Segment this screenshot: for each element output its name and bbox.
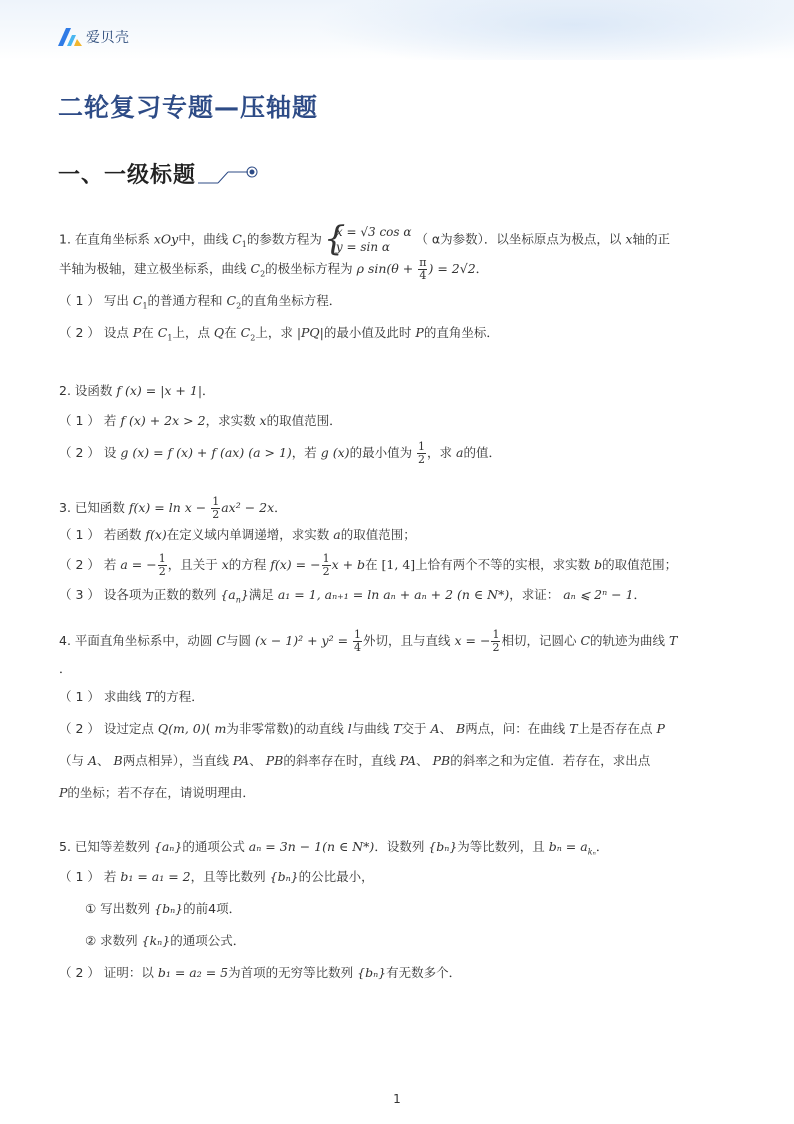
header-wave-decoration bbox=[314, 0, 794, 60]
q5-part-1-item-2: ② 求数列 {kₙ}的通项公式． bbox=[85, 933, 246, 948]
question-3 bbox=[59, 495, 719, 605]
q2-part-2: （ 2 ） 设 g (x) = f (x) + f (ax) (a > 1)，若 g (x)的最小值为 $\frac{1}{2}$ ，求 a的值． bbox=[59, 440, 501, 466]
question-2 bbox=[59, 381, 719, 467]
section-heading-decoration-icon bbox=[198, 162, 262, 184]
q3-part-2: （ 2 ） 若 a = − $\frac{1}{2}$ ，且关于 x的方程 f(x) = − $\frac{1}{2}$ x + b在 [1, 4]上恰有两个不等的实根，求实数 b的取值范围； bbox=[59, 552, 678, 578]
q3-part-3: （ 3 ） 设各项为正数的数列 $\{a_n\}$满足 a₁ = 1, aₙ₊₁ = ln aₙ + aₙ + 2 (n ∈ N*)，求证： aₙ ⩽ 2ⁿ − 1． bbox=[59, 587, 647, 605]
q4-part-2: （ 2 ） 设过定点 Q(m, 0)( m为非零常数)的动直线 l与曲线 T交于 A、 B两点，问：在曲线 T上是否存在点 P bbox=[59, 721, 665, 736]
q1-part-1: （ 1 ） 写出 $C_1$的普通方程和 $C_2$的直角坐标方程． bbox=[59, 293, 342, 311]
q1-line-1: 1. 在直角坐标系 xOy中，曲线 $C_1$的参数方程为 { x = √3 cos α y = sin α （ α为参数）．以坐标原点为极点，以 x轴的正 bbox=[59, 225, 719, 247]
q3-part-1: （ 1 ） 若函数 f(x)在定义域内单调递增，求实数 a的取值范围； bbox=[59, 527, 416, 542]
brand-logo bbox=[58, 27, 130, 47]
logo-icon bbox=[58, 28, 82, 46]
q3-line-1: 3. 已知函数 f(x) = ln x − $\frac{1}{2}$ ax² − 2x． bbox=[59, 495, 287, 521]
q1-part-2: （ 2 ） 设点 P在 $C_1$上，点 Q在 $C_2$上，求 |PQ|的最小值及此时 P的直角坐标． bbox=[59, 325, 499, 343]
q5-part-1: （ 1 ） 若 b₁ = a₁ = 2，且等比数列 {bₙ}的公比最小， bbox=[59, 869, 374, 884]
document-title: 二轮复习专题—压轴题 bbox=[58, 93, 319, 122]
q5-part-1-item-1: ① 写出数列 {bₙ}的前4项． bbox=[85, 901, 242, 916]
q2-part-1: （ 1 ） 若 f (x) + 2x > 2，求实数 x的取值范围． bbox=[59, 413, 342, 428]
logo-text: 爱贝壳 bbox=[86, 30, 130, 46]
q5-part-2: （ 2 ） 证明：以 b₁ = a₂ = 5为首项的无穷等比数列 {bₙ}有无数多个． bbox=[59, 965, 462, 980]
q1-line-2: 半轴为极轴，建立极坐标系，曲线 $C_2$的极坐标方程为 ρ sin(θ + $\frac{\pi}{4}$ ) = 2√2． bbox=[59, 256, 489, 282]
q4-part-2-cont: （与 A、 B两点相异），当直线 PA、 PB的斜率存在时，直线 PA、 PB的斜率之和为定值．若存在，求出点 bbox=[59, 753, 651, 768]
q2-line-1: 2. 设函数 f (x) = |x + 1|． bbox=[59, 383, 215, 398]
q4-part-1: （ 1 ） 求曲线 T的方程． bbox=[59, 689, 204, 704]
document-body bbox=[59, 225, 719, 983]
question-5 bbox=[59, 837, 719, 983]
question-4 bbox=[59, 627, 719, 803]
question-1 bbox=[59, 225, 719, 343]
q4-line-2: ． bbox=[59, 661, 72, 676]
parametric-system: { x = √3 cos α y = sin α bbox=[326, 225, 412, 255]
q4-line-1: 4. 平面直角坐标系中，动圆 C与圆 (x − 1)² + y² = $\frac{1}{4}$ 外切，且与直线 x = − $\frac{1}{2}$ 相切，记圆心 C的轨迹为曲线 T bbox=[59, 628, 678, 654]
page-number: 1 bbox=[393, 1092, 401, 1106]
section-heading: 一、一级标题 bbox=[58, 163, 197, 188]
q5-line-1: 5. 已知等差数列 {aₙ}的通项公式 aₙ = 3n − 1(n ∈ N*)．设数列 {bₙ}为等比数列，且 $b_n = a_{k_n}$． bbox=[59, 839, 609, 857]
q4-part-2-end: P的坐标；若不存在，请说明理由． bbox=[59, 785, 255, 800]
